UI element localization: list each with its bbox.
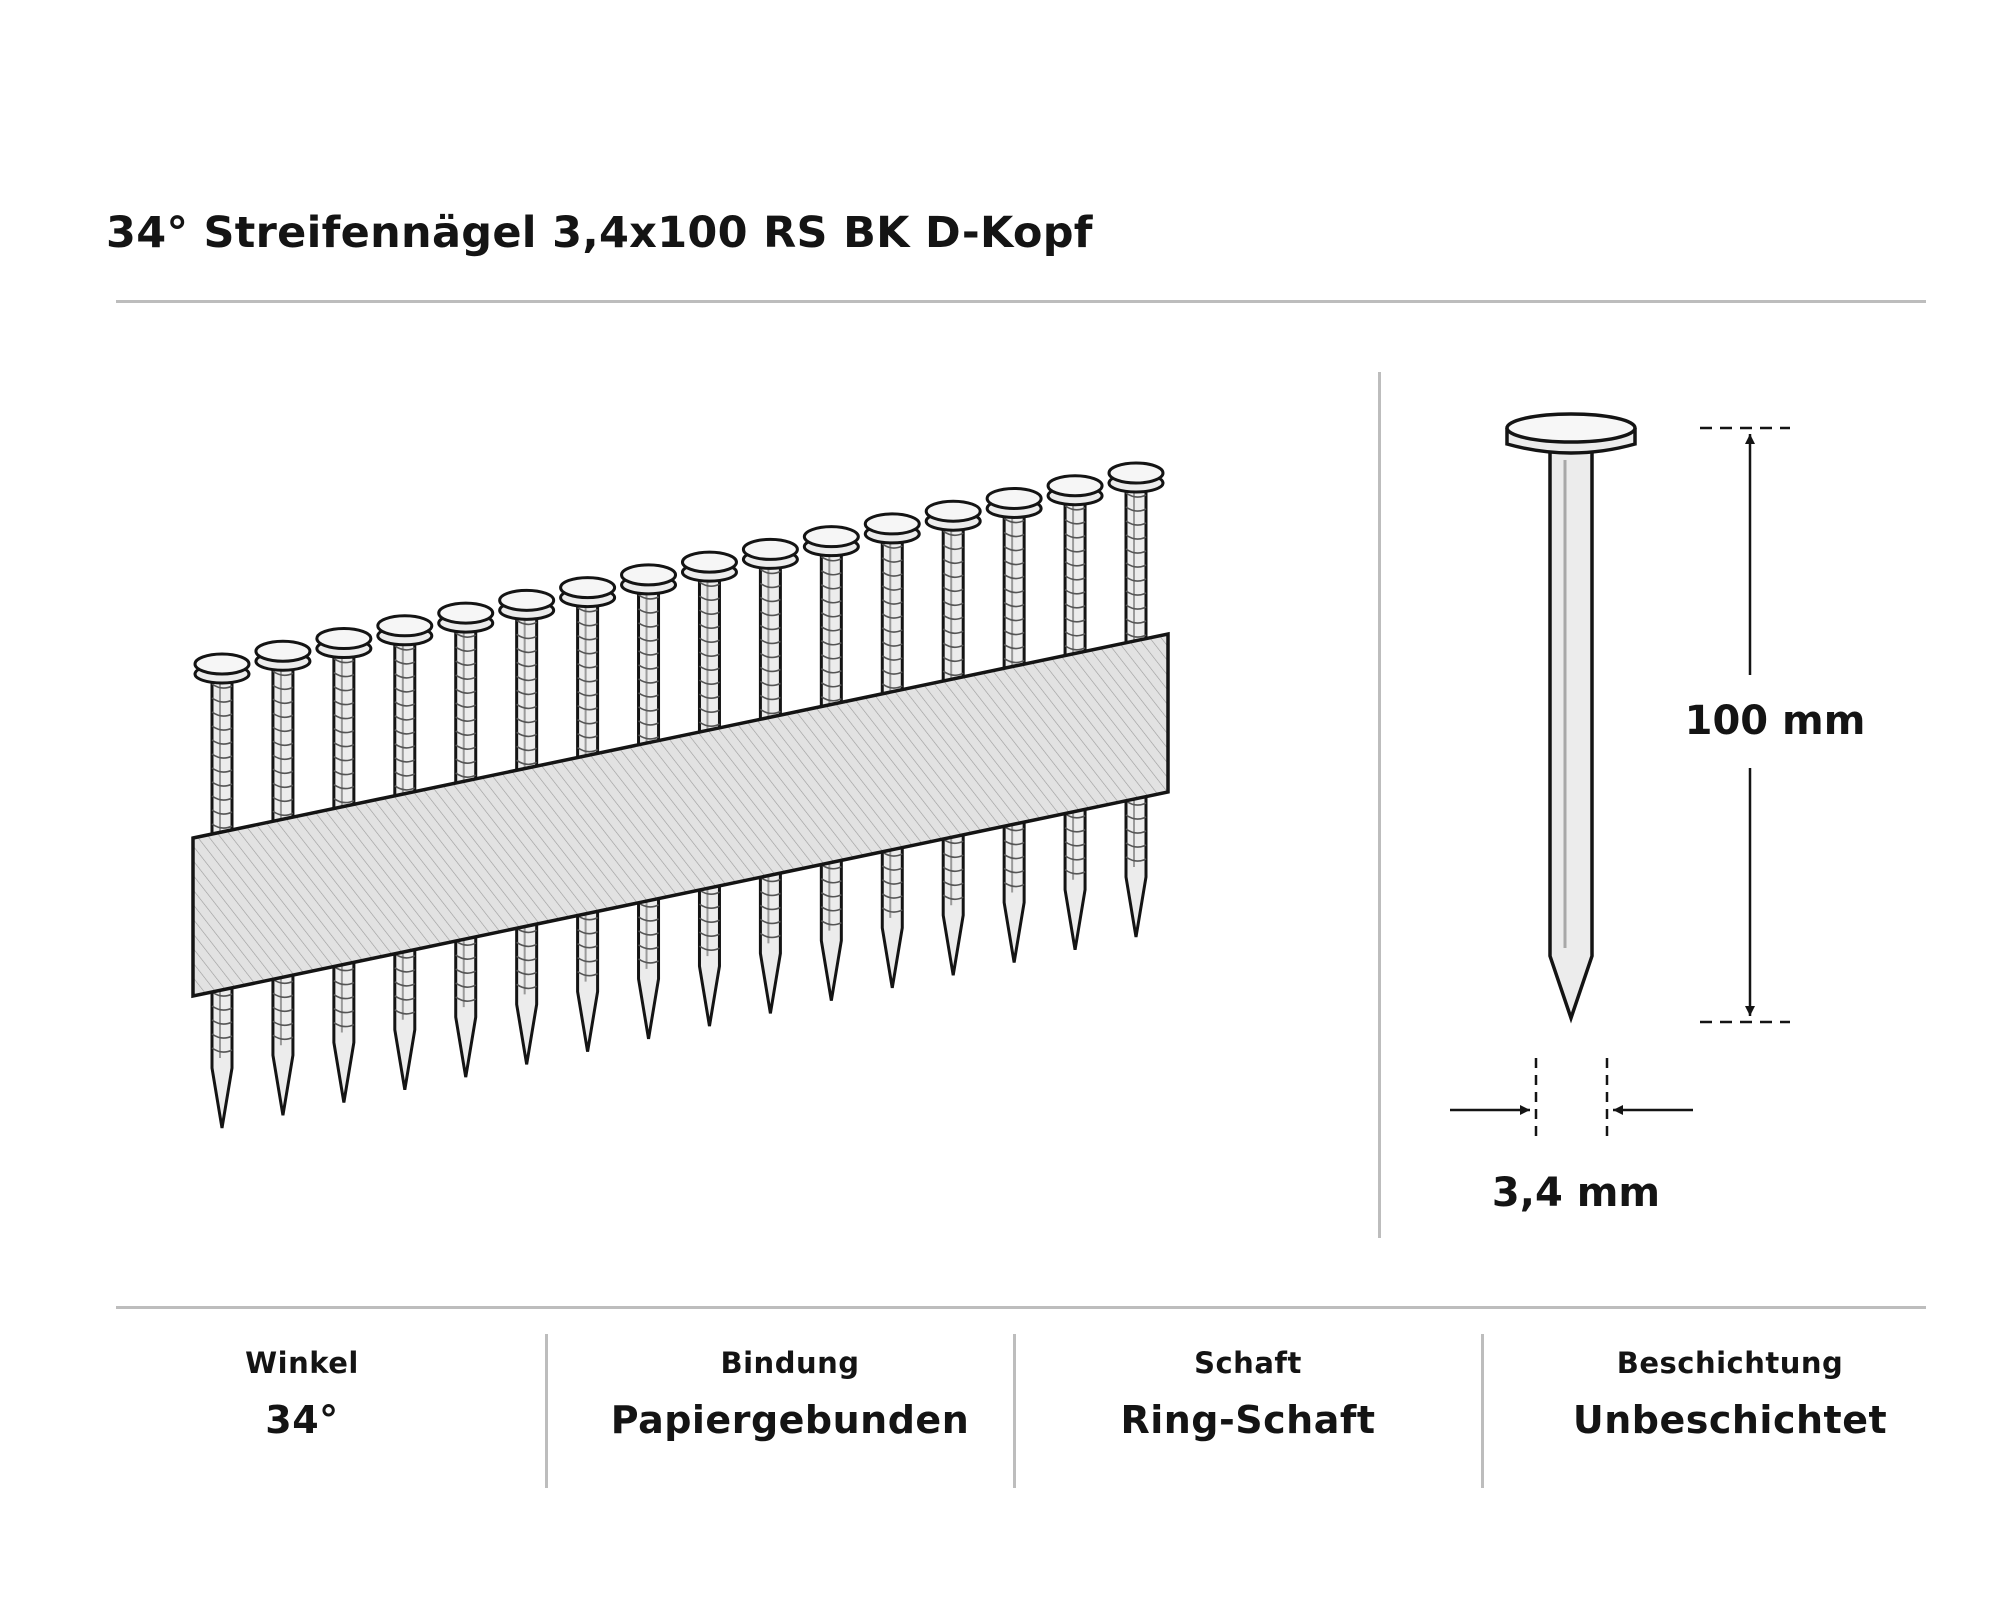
nail-strip-illustration bbox=[193, 463, 1168, 1128]
spec-coating bbox=[1510, 1346, 1950, 1442]
nail-head bbox=[1507, 414, 1635, 442]
spec-angle-label: Winkel bbox=[245, 1346, 359, 1380]
page-title: 34° Streifennägel 3,4x100 RS BK D-Kopf bbox=[106, 208, 1093, 258]
spec-shank bbox=[1028, 1346, 1468, 1442]
spec-divider bbox=[1013, 1334, 1016, 1488]
ring-shank-nail-illustration bbox=[1507, 414, 1635, 1018]
spec-angle-value: 34° bbox=[265, 1398, 339, 1442]
diameter-label: 3,4 mm bbox=[1491, 1170, 1661, 1216]
spec-binding-value: Papiergebunden bbox=[610, 1398, 970, 1442]
spec-divider bbox=[1481, 1334, 1484, 1488]
spec-divider bbox=[545, 1334, 548, 1488]
spec-binding-label: Bindung bbox=[720, 1346, 860, 1380]
spec-angle bbox=[82, 1346, 522, 1442]
spec-shank-label: Schaft bbox=[1194, 1346, 1302, 1380]
bottom-divider bbox=[116, 1306, 1926, 1309]
spec-shank-value: Ring-Schaft bbox=[1120, 1398, 1376, 1442]
spec-coating-label: Beschichtung bbox=[1616, 1346, 1844, 1380]
diameter-dimension bbox=[1450, 1058, 1693, 1142]
spec-binding bbox=[570, 1346, 1010, 1442]
section-divider bbox=[1378, 372, 1381, 1238]
length-label: 100 mm bbox=[1684, 698, 1866, 744]
spec-coating-value: Unbeschichtet bbox=[1572, 1398, 1888, 1442]
